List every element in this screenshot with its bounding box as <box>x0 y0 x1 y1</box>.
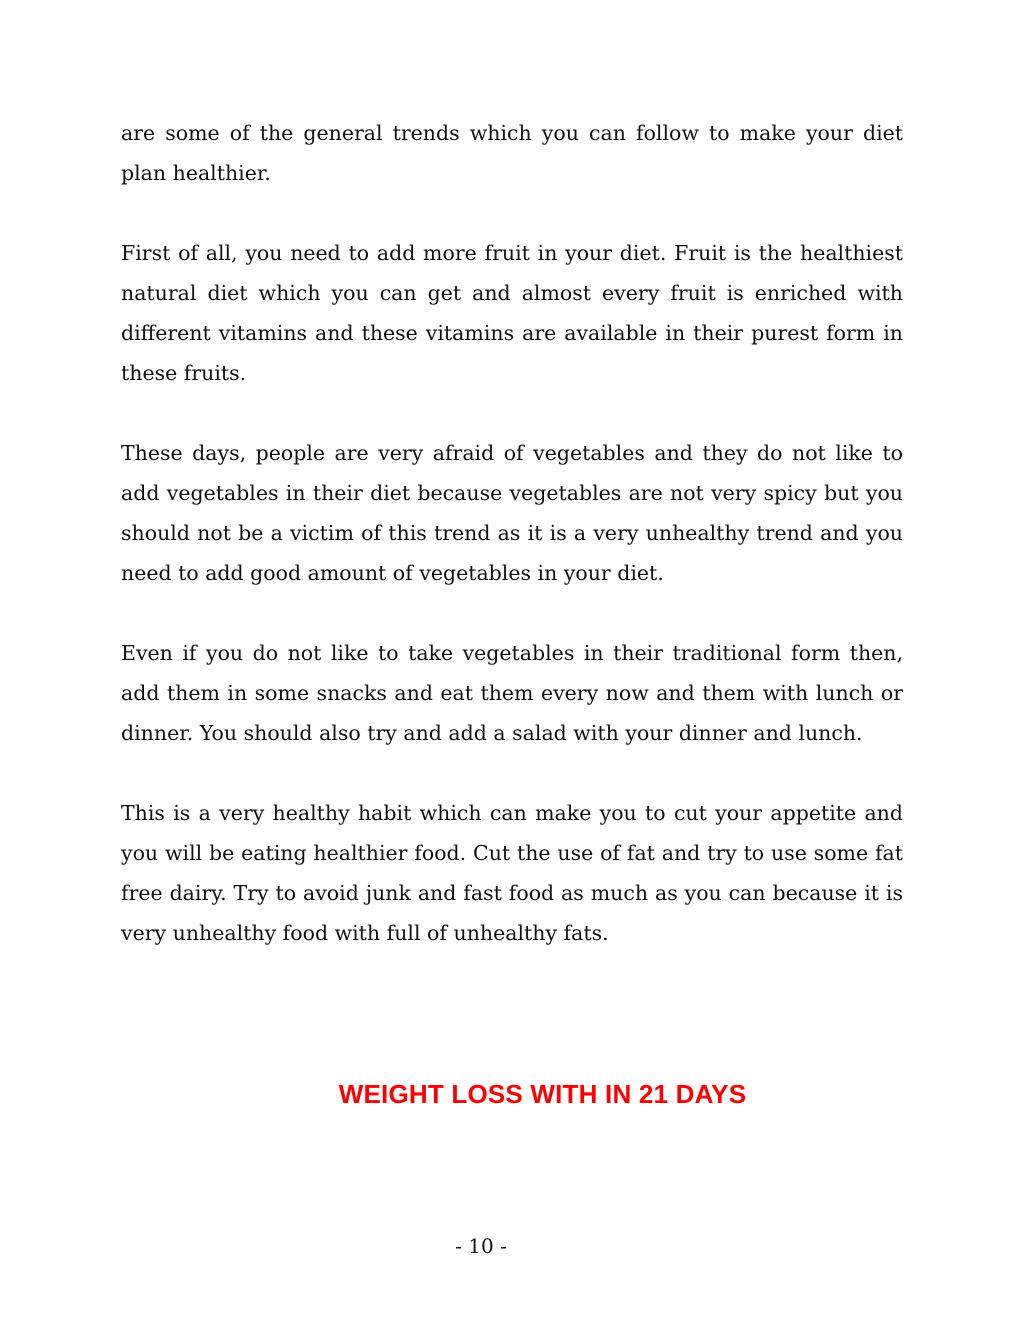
paragraph-fruit: First of all, you need to add more fruit in your diet. Fruit is the healthiest natural diet which you can get and almost every fruit is enriched with different vitamins and these vitamins are available in their purest form in these fruits. <box>121 241 903 385</box>
section-heading: WEIGHT LOSS WITH IN 21 DAYS <box>338 1079 747 1109</box>
page-number: - 10 - <box>455 1234 507 1258</box>
body-text <box>121 113 903 953</box>
paragraph-snacks-salad: Even if you do not like to take vegetables in their traditional form then, add them in some snacks and eat them every now and them with lunch or dinner. You should also try and add a salad with your dinner and lunch. <box>121 641 903 745</box>
paragraph-vegetables: These days, people are very afraid of vegetables and they do not like to add vegetables in their diet because vegetables are not very spicy but you should not be a victim of this trend as it is a very unhealthy trend and you need to add good amount of vegetables in your diet. <box>121 441 903 585</box>
paragraph-healthy-habit: This is a very healthy habit which can make you to cut your appetite and you will be eating healthier food. Cut the use of fat and try to use some fat free dairy. Try to avoid junk and fast food as much as you can because it is very unhealthy food with full of unhealthy fats. <box>121 801 903 945</box>
paragraph-intro-continuation: are some of the general trends which you can follow to make your diet plan healthier. <box>121 121 903 185</box>
